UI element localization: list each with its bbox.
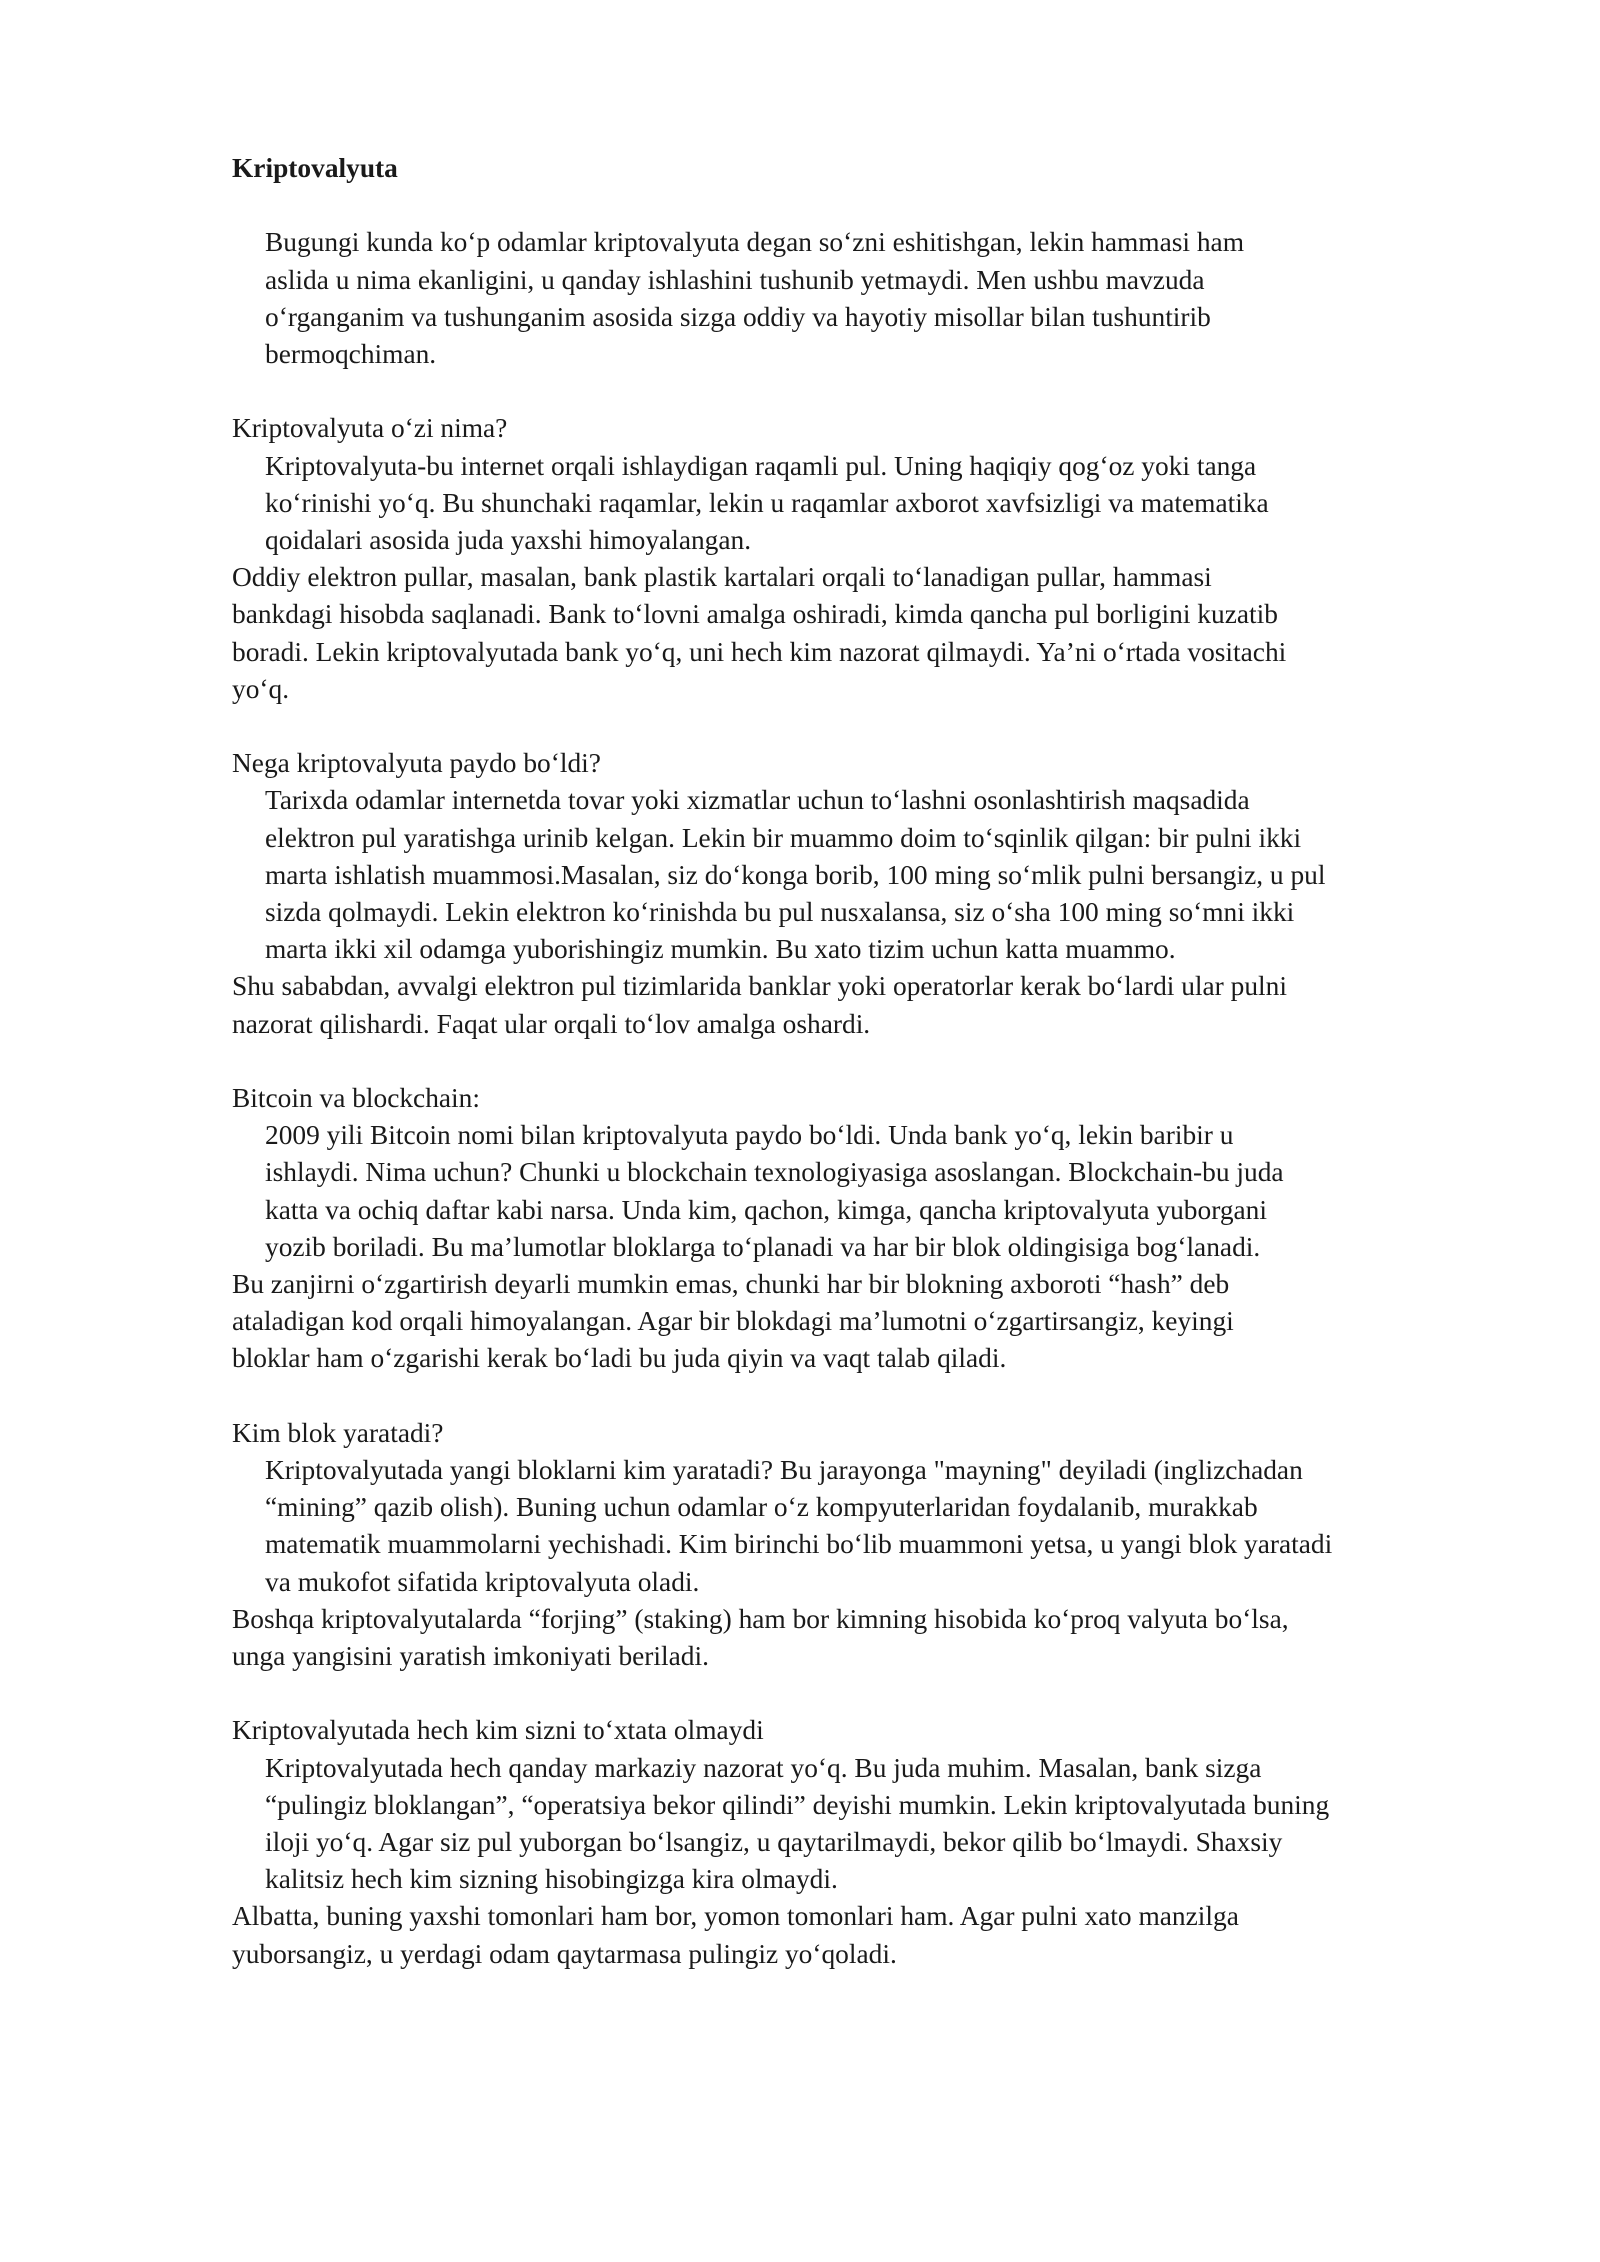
paragraph [232, 1117, 1532, 1266]
text-line: iloji yo‘q. Agar siz pul yuborgan bo‘lsangiz, u qaytarilmaydi, bekor qilib bo‘lmaydi. Shaxsiy [265, 1827, 1283, 1858]
text-line: bankdagi hisobda saqlanadi. Bank to‘lovni amalga oshiradi, kimda qancha pul borligini kuzatib [232, 599, 1278, 630]
text-line: 2009 yili Bitcoin nomi bilan kriptovalyuta paydo bo‘ldi. Unda bank yo‘q, lekin baribir u [265, 1120, 1234, 1151]
section-heading: Nega kriptovalyuta paydo bo‘ldi? [232, 748, 601, 779]
paragraph [232, 1750, 1532, 1899]
text-line: Kriptovalyutada hech qanday markaziy nazorat yo‘q. Bu juda muhim. Masalan, bank sizga [265, 1752, 1262, 1783]
text-line: Bu zanjirni o‘zgartirish deyarli mumkin emas, chunki har bir blokning axboroti “hash” deb [232, 1269, 1230, 1300]
text-line: va mukofot sifatida kriptovalyuta oladi. [265, 1566, 700, 1597]
text-line: matematik muammolarni yechishadi. Kim birinchi bo‘lib muammoni yetsa, u yangi blok yaratadi [265, 1529, 1333, 1560]
text-line: katta va ochiq daftar kabi narsa. Unda kim, qachon, kimga, qancha kriptovalyuta yuborgani [265, 1194, 1267, 1225]
paragraph [232, 1266, 1532, 1378]
text-line: Tarixda odamlar internetda tovar yoki xizmatlar uchun to‘lashni osonlashtirish maqsadida [265, 785, 1250, 816]
text-line: marta ishlatish muammosi.Masalan, siz do‘konga borib, 100 ming so‘mlik pulni bersangiz, u pul [265, 859, 1326, 890]
section-heading: Bitcoin va blockchain: [232, 1083, 480, 1114]
text-line: Shu sababdan, avvalgi elektron pul tizimlarida banklar yoki operatorlar kerak bo‘lardi ular pulni [232, 971, 1287, 1002]
document-body [232, 150, 1532, 2010]
text-line: ko‘rinishi yo‘q. Bu shunchaki raqamlar, lekin u raqamlar axborot xavfsizligi va matematika [265, 487, 1269, 518]
text-line: sizda qolmaydi. Lekin elektron ko‘rinishda bu pul nusxalansa, siz o‘sha 100 ming so‘mni ikki [265, 897, 1295, 928]
section-what-is-crypto [232, 410, 1532, 708]
text-line: yozib boriladi. Bu ma’lumotlar bloklarga to‘planadi va har bir blok oldingisiga bog‘lanadi. [265, 1231, 1261, 1262]
text-line: Kriptovalyutada yangi bloklarni kim yaratadi? Bu jarayonga "mayning" deyiladi (inglizchadan [265, 1455, 1303, 1486]
section-heading: Kriptovalyuta o‘zi nima? [232, 413, 508, 444]
text-line: Bugungi kunda ko‘p odamlar kriptovalyuta degan so‘zni eshitishgan, lekin hammasi ham [265, 227, 1245, 258]
text-line: Albatta, buning yaxshi tomonlari ham bor, yomon tomonlari ham. Agar pulni xato manzilga [232, 1901, 1239, 1932]
text-line: yo‘q. [232, 673, 290, 704]
intro-paragraph [232, 224, 1532, 373]
text-line: elektron pul yaratishga urinib kelgan. Lekin bir muammo doim to‘sqinlik qilgan: bir pulni ikki [265, 822, 1302, 853]
section-why-crypto-appeared [232, 745, 1532, 1043]
section-bitcoin-blockchain [232, 1080, 1532, 1378]
text-line: “pulingiz bloklangan”, “operatsiya bekor qilindi” deyishi mumkin. Lekin kriptovalyutada buning [265, 1789, 1330, 1820]
text-line: bloklar ham o‘zgarishi kerak bo‘ladi bu juda qiyin va vaqt talab qiladi. [232, 1343, 1007, 1374]
text-line: bermoqchiman. [265, 339, 437, 369]
paragraph [232, 968, 1532, 1042]
paragraph [232, 782, 1532, 968]
text-line: aslida u nima ekanligini, u qanday ishlashini tushunib yetmaydi. Men ushbu mavzuda [265, 264, 1205, 295]
paragraph [232, 1601, 1532, 1675]
section-no-one-can-stop [232, 1712, 1532, 1972]
text-line: qoidalari asosida juda yaxshi himoyalangan. [265, 525, 752, 555]
text-line: nazorat qilishardi. Faqat ular orqali to‘lov amalga oshardi. [232, 1008, 871, 1039]
text-line: unga yangisini yaratish imkoniyati beriladi. [232, 1641, 709, 1672]
paragraph [232, 559, 1532, 708]
text-line: yuborsangiz, u yerdagi odam qaytarmasa pulingiz yo‘qoladi. [232, 1938, 897, 1969]
text-line: ishlaydi. Nima uchun? Chunki u blockchain texnologiyasiga asoslangan. Blockchain-bu juda [265, 1157, 1284, 1188]
text-line: boradi. Lekin kriptovalyutada bank yo‘q, uni hech kim nazorat qilmaydi. Ya’ni o‘rtada vositachi [232, 636, 1287, 667]
section-who-creates-blocks [232, 1415, 1532, 1675]
text-line: o‘rganganim va tushunganim asosida sizga oddiy va hayotiy misollar bilan tushuntirib [265, 301, 1211, 332]
text-line: Oddiy elektron pullar, masalan, bank plastik kartalari orqali to‘lanadigan pullar, hammasi [232, 562, 1212, 593]
paragraph [232, 448, 1532, 560]
text-line: kalitsiz hech kim sizning hisobingizga kira olmaydi. [265, 1864, 838, 1895]
paragraph [232, 1898, 1532, 1972]
text-line: marta ikki xil odamga yuborishingiz mumkin. Bu xato tizim uchun katta muammo. [265, 934, 1176, 965]
paragraph [232, 1452, 1532, 1601]
text-line: “mining” qazib olish). Buning uchun odamlar o‘z kompyuterlaridan foydalanib, murakkab [265, 1492, 1258, 1523]
text-line: Kriptovalyuta-bu internet orqali ishlaydigan raqamli pul. Uning haqiqiy qog‘oz yoki tanga [265, 450, 1257, 481]
intro-section [232, 224, 1532, 373]
section-heading: Kim blok yaratadi? [232, 1417, 444, 1448]
text-line: ataladigan kod orqali himoyalangan. Agar bir blokdagi ma’lumotni o‘zgartirsangiz, keyingi [232, 1306, 1234, 1337]
section-heading: Kriptovalyutada hech kim sizni to‘xtata olmaydi [232, 1715, 764, 1746]
text-line: Boshqa kriptovalyutalarda “forjing” (staking) ham bor kimning hisobida ko‘proq valyuta bo‘lsa, [232, 1603, 1289, 1634]
document-title: Kriptovalyuta [232, 153, 398, 183]
